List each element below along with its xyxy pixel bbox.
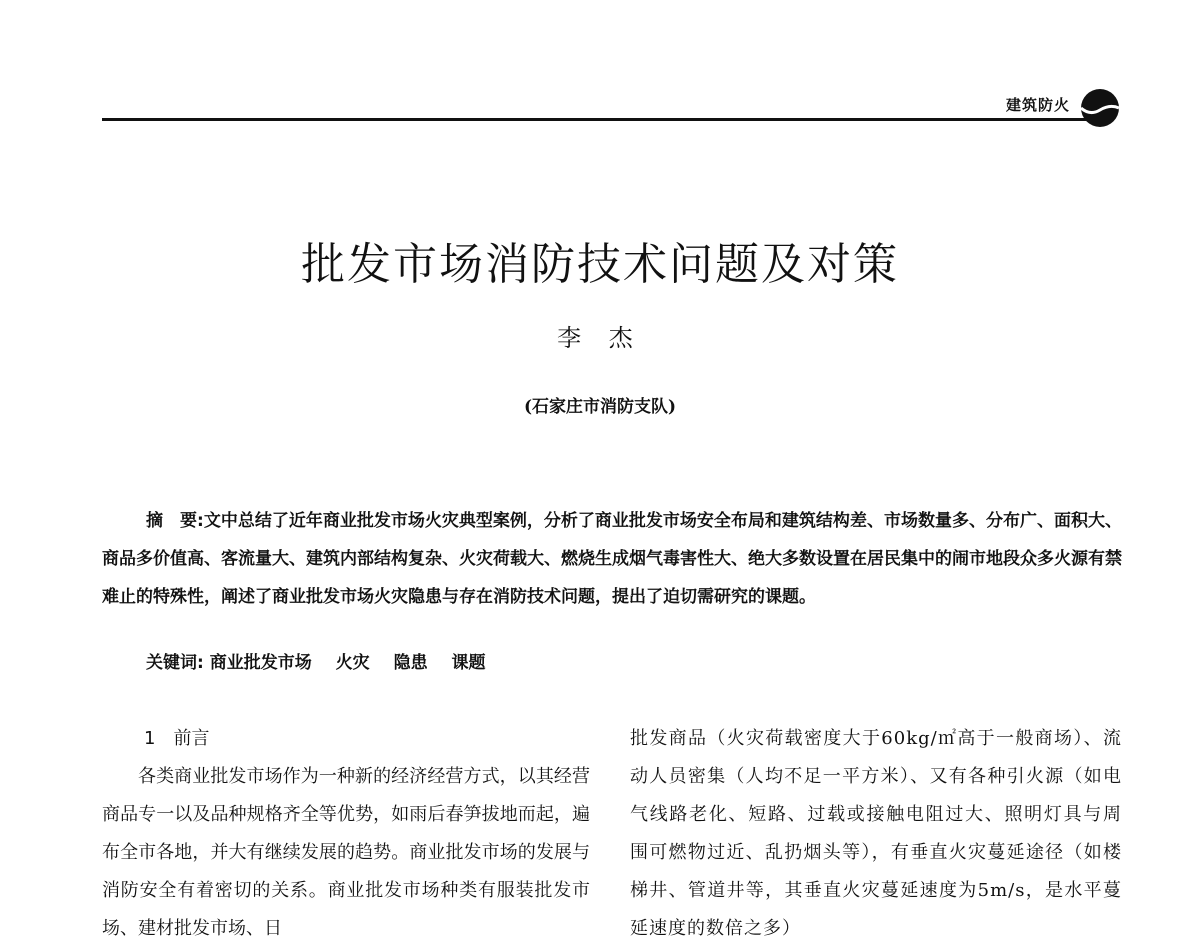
abstract-text: 文中总结了近年商业批发市场火灾典型案例，分析了商业批发市场安全布局和建筑结构差、市场数量多、分布广、面积大、商品多价值高、客流量大、建筑内部结构复杂、火灾荷载大、燃烧生成烟气毒害性大、绝大多数设置在居民集中的闹市地段众多火源有禁难止的特殊性，阐述了商业批发市场火灾隐患与存在消防技术问题，提出了迫切需研究的课题。 xyxy=(102,511,1122,607)
header-rule xyxy=(102,118,1090,121)
article-author: 李 杰 xyxy=(557,324,643,352)
keywords-label: 关键词: xyxy=(146,653,204,673)
author-affiliation: (石家庄市消防支队) xyxy=(523,397,677,417)
body-right-column xyxy=(630,720,1122,948)
body-paragraph: 各类商业批发市场作为一种新的经济经营方式，以其经营商品专一以及品种规格齐全等优势，如雨后春笋拔地而起，遍布全市各地，并大有继续发展的趋势。商业批发市场的发展与消防安全有着密切的关系。商业批发市场种类有服装批发市场、建材批发市场、日 xyxy=(102,766,590,939)
abstract xyxy=(102,502,1122,616)
keyword: 隐患 xyxy=(393,653,428,673)
body-left-column xyxy=(102,720,590,948)
journal-logo-icon xyxy=(1078,86,1122,130)
keywords xyxy=(146,648,504,673)
section-header-label: 建筑防火 xyxy=(1005,96,1070,114)
article-title: 批发市场消防技术问题及对策 xyxy=(301,239,899,290)
abstract-label: 摘 要: xyxy=(146,511,204,531)
section-heading: 1 前言 xyxy=(144,728,210,749)
keyword: 课题 xyxy=(451,653,486,673)
keyword: 火灾 xyxy=(335,653,370,673)
keyword: 商业批发市场 xyxy=(209,653,312,673)
body-paragraph: 批发商品（火灾荷载密度大于60kg/㎡高于一般商场）、流动人员密集（人均不足一平方米）、又有各种引火源（如电气线路老化、短路、过载或接触电阻过大、照明灯具与周围可燃物过近、乱扔烟头等），有垂直火灾蔓延途径（如楼梯井、管道井等，其垂直火灾蔓延速度为5m/s，是水平蔓延速度的数倍之多） xyxy=(630,728,1122,939)
